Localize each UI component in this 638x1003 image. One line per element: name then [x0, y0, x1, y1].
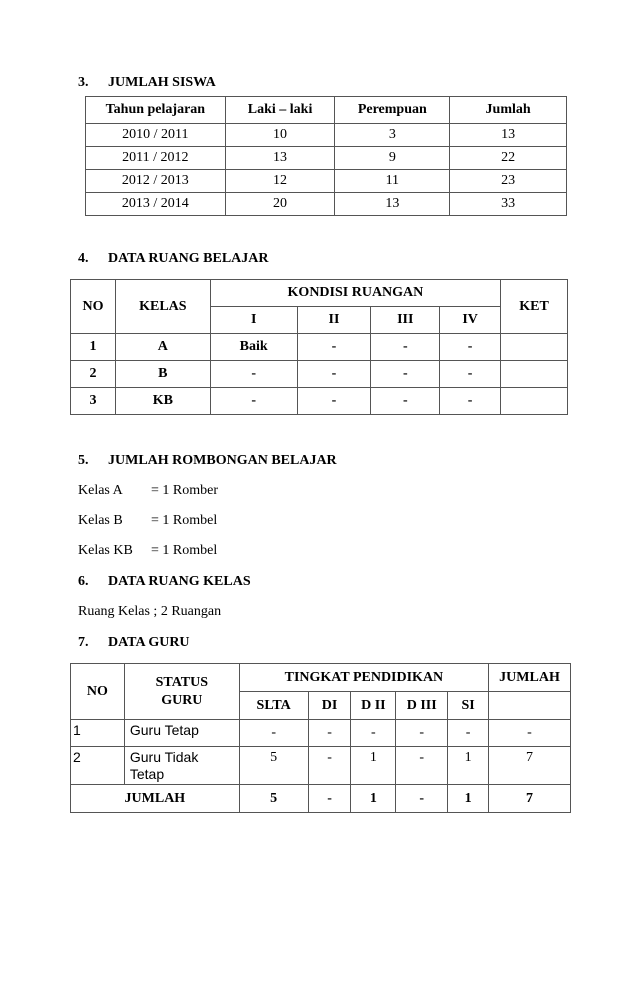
header-di: DI	[308, 692, 351, 720]
cell-kondisi: -	[440, 334, 501, 361]
header-tingkat-pendidikan: TINGKAT PENDIDIKAN	[239, 664, 488, 692]
header-tahun: Tahun pelajaran	[86, 97, 226, 124]
cell-kondisi: -	[297, 388, 371, 415]
section-title: DATA RUANG BELAJAR	[108, 251, 269, 266]
header-slta: SLTA	[239, 692, 308, 720]
cell-laki: 13	[225, 147, 335, 170]
cell-kondisi: -	[297, 334, 371, 361]
cell-laki: 12	[225, 170, 335, 193]
header-diii: D III	[396, 692, 448, 720]
rombel-label: Kelas B	[78, 513, 123, 528]
section-number: 6.	[78, 574, 89, 589]
cell-kondisi: -	[371, 361, 440, 388]
cell-perempuan: 3	[335, 124, 450, 147]
section-7-heading	[78, 635, 190, 651]
header-jumlah-empty	[489, 692, 571, 720]
cell-jumlah: 13	[450, 124, 567, 147]
data-guru-table	[70, 663, 571, 813]
header-dii: D II	[351, 692, 396, 720]
cell-kelas: KB	[115, 388, 210, 415]
section-6-heading	[78, 574, 251, 590]
section-4-heading	[78, 251, 269, 267]
table-total-row	[71, 785, 571, 813]
header-laki: Laki – laki	[225, 97, 335, 124]
table-row	[86, 170, 567, 193]
cell-tahun: 2013 / 2014	[86, 193, 226, 216]
total-value: -	[308, 785, 351, 813]
total-label: JUMLAH	[71, 785, 240, 813]
section-number: 4.	[78, 251, 89, 266]
jumlah-siswa-table	[85, 96, 567, 216]
total-value: 5	[239, 785, 308, 813]
section-number: 3.	[78, 75, 89, 90]
cell-kondisi: -	[210, 361, 297, 388]
cell-laki: 20	[225, 193, 335, 216]
header-kelas: KELAS	[115, 280, 210, 334]
rombel-item	[78, 513, 217, 529]
cell-kelas: B	[115, 361, 210, 388]
cell-no: 3	[71, 388, 116, 415]
cell-value: -	[396, 747, 448, 785]
table-header-row	[71, 280, 568, 307]
cell-no: 1	[71, 334, 116, 361]
cell-value: -	[351, 720, 396, 747]
cell-no: 2	[71, 361, 116, 388]
rombel-label: Kelas A	[78, 483, 123, 498]
cell-tahun: 2012 / 2013	[86, 170, 226, 193]
cell-perempuan: 11	[335, 170, 450, 193]
cell-value: 1	[351, 747, 396, 785]
header-kondisi-i: I	[210, 307, 297, 334]
section-3-heading	[78, 75, 216, 91]
cell-kondisi: -	[297, 361, 371, 388]
total-jumlah: 7	[489, 785, 571, 813]
header-ket: KET	[501, 280, 568, 334]
table-row	[71, 361, 568, 388]
cell-kondisi: -	[440, 361, 501, 388]
cell-jumlah: 33	[450, 193, 567, 216]
cell-jumlah: 23	[450, 170, 567, 193]
cell-jumlah: 22	[450, 147, 567, 170]
cell-value: -	[396, 720, 448, 747]
cell-kondisi: -	[371, 334, 440, 361]
cell-status: Guru Tetap	[124, 720, 239, 747]
table-row	[71, 388, 568, 415]
ruang-belajar-table	[70, 279, 568, 415]
header-kondisi-iv: IV	[440, 307, 501, 334]
header-kondisi: KONDISI RUANGAN	[210, 280, 500, 307]
section-number: 7.	[78, 635, 89, 650]
table-row	[71, 334, 568, 361]
table-row	[86, 124, 567, 147]
cell-value: -	[308, 747, 351, 785]
header-no: NO	[71, 664, 125, 720]
cell-value: -	[308, 720, 351, 747]
cell-ket	[501, 388, 568, 415]
total-value: 1	[351, 785, 396, 813]
section-number: 5.	[78, 453, 89, 468]
ruang-kelas-text: Ruang Kelas ; 2 Ruangan	[78, 604, 222, 619]
cell-kelas: A	[115, 334, 210, 361]
cell-no: 2	[71, 747, 125, 785]
cell-tahun: 2010 / 2011	[86, 124, 226, 147]
header-jumlah: Jumlah	[450, 97, 567, 124]
table-row	[71, 747, 571, 785]
table-row	[86, 147, 567, 170]
rombel-item	[78, 543, 217, 559]
cell-ket	[501, 361, 568, 388]
cell-kondisi: -	[210, 388, 297, 415]
table-row	[86, 193, 567, 216]
header-status-guru: STATUS GURU	[124, 664, 239, 720]
header-kondisi-ii: II	[297, 307, 371, 334]
cell-value: 5	[239, 747, 308, 785]
cell-jumlah: 7	[489, 747, 571, 785]
cell-laki: 10	[225, 124, 335, 147]
section-title: JUMLAH SISWA	[108, 75, 216, 90]
header-jumlah: JUMLAH	[489, 664, 571, 692]
cell-kondisi: Baik	[210, 334, 297, 361]
section-title: DATA GURU	[108, 635, 190, 650]
table-header-row	[71, 664, 571, 692]
header-no: NO	[71, 280, 116, 334]
rombel-value: = 1 Romber	[151, 483, 218, 498]
cell-kondisi: -	[440, 388, 501, 415]
total-value: -	[396, 785, 448, 813]
header-perempuan: Perempuan	[335, 97, 450, 124]
header-kondisi-iii: III	[371, 307, 440, 334]
section-title: JUMLAH ROMBONGAN BELAJAR	[108, 453, 337, 468]
cell-tahun: 2011 / 2012	[86, 147, 226, 170]
total-value: 1	[448, 785, 489, 813]
rombel-label: Kelas KB	[78, 543, 133, 558]
cell-value: -	[448, 720, 489, 747]
cell-jumlah: -	[489, 720, 571, 747]
cell-no: 1	[71, 720, 125, 747]
table-row	[71, 720, 571, 747]
cell-value: 1	[448, 747, 489, 785]
cell-value: -	[239, 720, 308, 747]
header-si: SI	[448, 692, 489, 720]
section-title: DATA RUANG KELAS	[108, 574, 251, 589]
rombel-value: = 1 Rombel	[151, 543, 218, 558]
cell-ket	[501, 334, 568, 361]
rombel-value: = 1 Rombel	[151, 513, 218, 528]
cell-perempuan: 13	[335, 193, 450, 216]
cell-perempuan: 9	[335, 147, 450, 170]
rombel-item	[78, 483, 218, 499]
table-header-row	[86, 97, 567, 124]
section-5-heading	[78, 453, 337, 469]
cell-status: Guru Tidak Tetap	[124, 747, 239, 785]
cell-kondisi: -	[371, 388, 440, 415]
